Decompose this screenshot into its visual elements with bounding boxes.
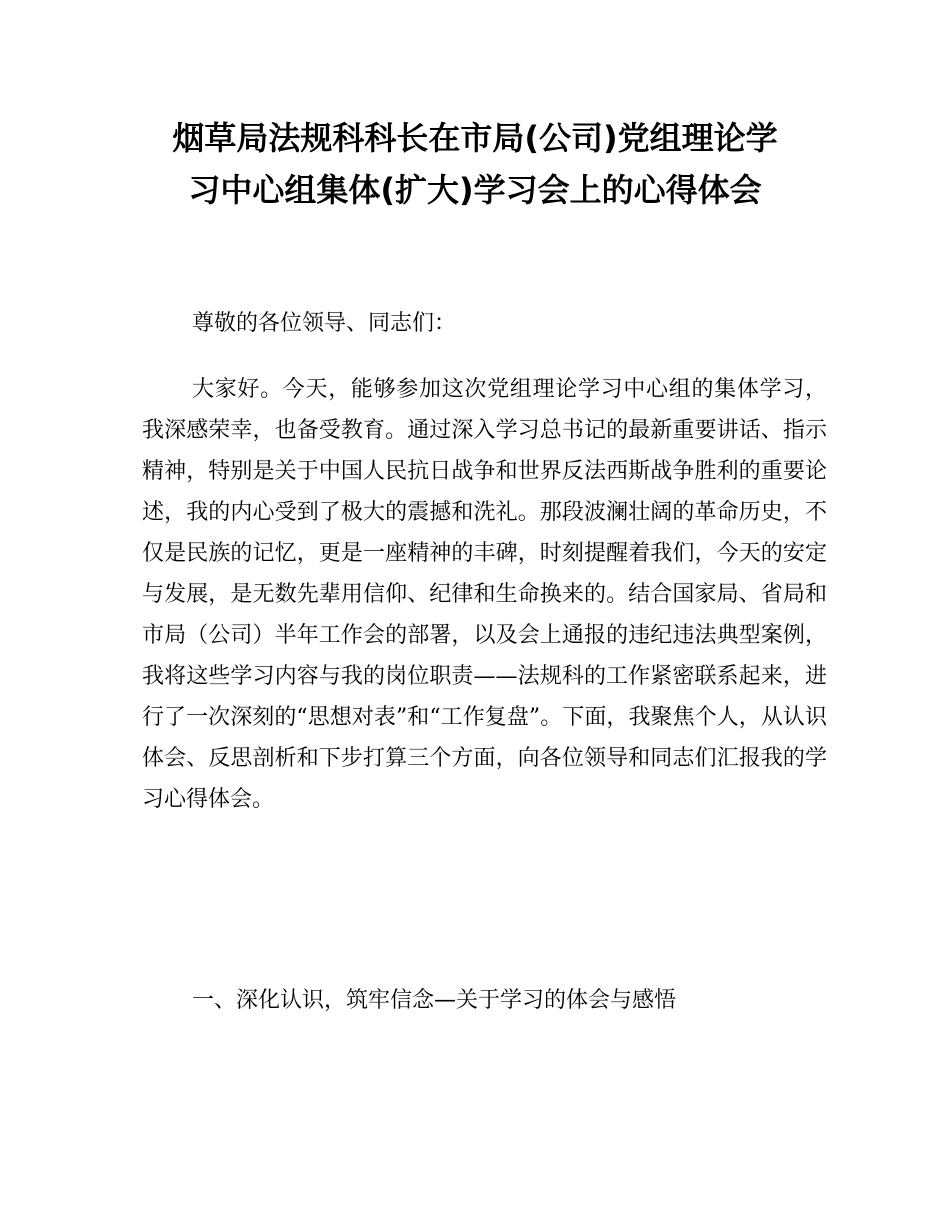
document-title <box>120 112 830 216</box>
title-line-1: 烟草局法规科科长在市局(公司)党组理论学 <box>172 119 778 157</box>
paragraph-line: 礼。那段波澜壮阔的革命历史，不仅是民族的记忆，更是一座 <box>142 500 827 566</box>
section-heading-subtitle: —关于学习的体会与感悟 <box>434 988 677 1013</box>
paragraph-line: 学习，我深感荣幸，也备受教育。通过深入学习总书记的最新 <box>142 377 827 443</box>
paragraph-line: 辈用信仰、纪律和生命换来的。结合国家局、省局和市局（公 <box>142 582 827 648</box>
title-line-2: 习中心组集体(扩大)学习会上的心得体会 <box>188 171 762 209</box>
paragraph-line: 法西斯战争胜利的重要论述，我的内心受到了极大的震撼和洗 <box>142 459 827 525</box>
paragraph-line: 各位领导和同志们汇报我的学习心得体会。 <box>142 746 827 812</box>
salutation: 尊敬的各位领导、同志们： <box>192 311 457 336</box>
section-heading-1 <box>192 980 676 1021</box>
body-paragraph-1 <box>142 369 827 820</box>
paragraph-line: 大家好。今天，能够参加这次党组理论学习中心组的集体 <box>192 377 760 402</box>
paragraph-line: 司）半年工作会的部署，以及会上通报的违纪违法典型案例， <box>230 623 827 648</box>
paragraph-line: 我将这些学习内容与我的岗位职责——法规科的工作紧密联系 <box>142 664 739 689</box>
paragraph-line: 精神的丰碑，时刻提醒着我们，今天的安定与发展，是无数先 <box>142 541 827 607</box>
section-heading-number: 一、深化认识，筑牢信念 <box>192 988 435 1013</box>
paragraph-line: 重要讲话、指示精神，特别是关于中国人民抗日战争和世界反 <box>142 418 827 484</box>
paragraph-line: 起来，进行了一次深刻的“思想对表”和“工作复盘”。下面， <box>142 664 827 730</box>
paragraph-line: 我聚焦个人，从认识体会、反思剖析和下步打算三个方面，向 <box>142 705 827 771</box>
